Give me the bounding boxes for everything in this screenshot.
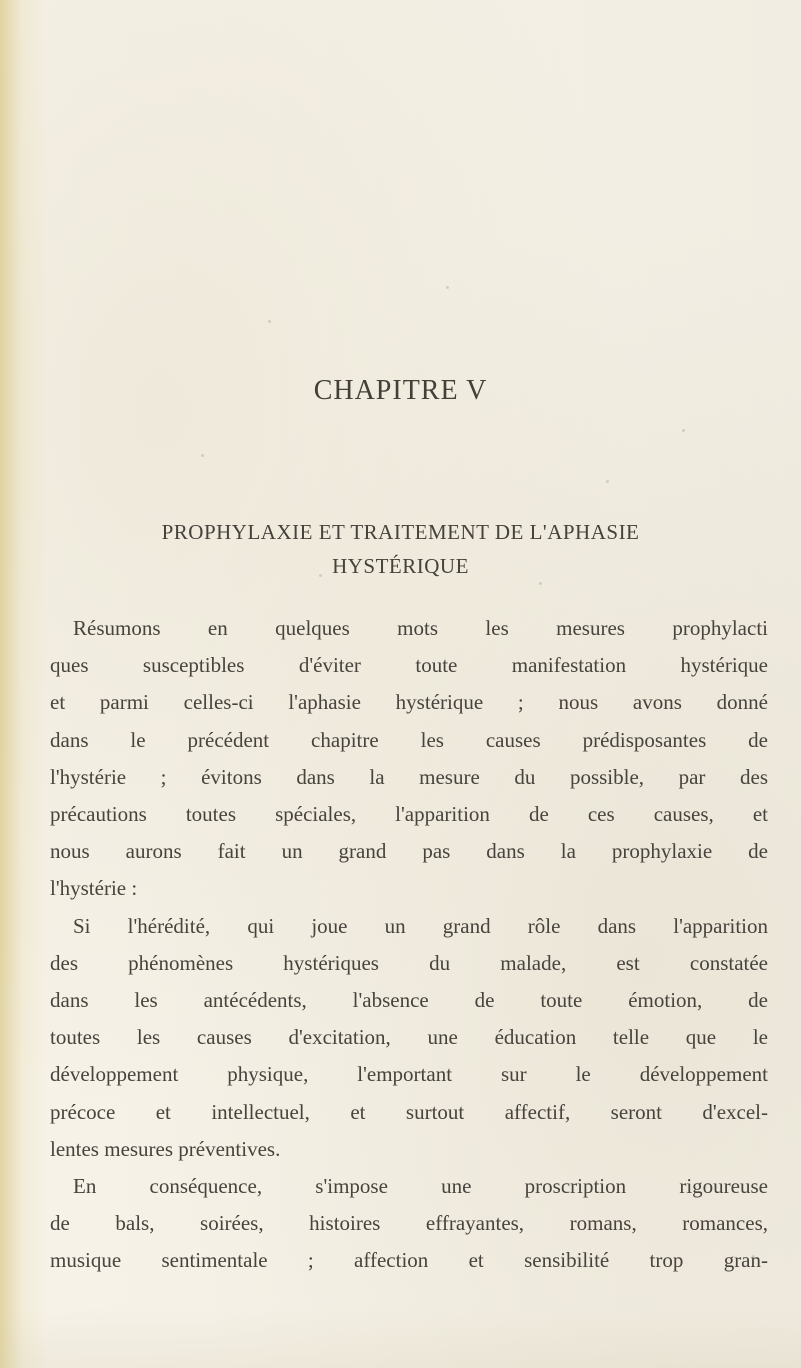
paragraph-line: musique sentimentale ; affection et sensibilité trop gran-: [50, 1248, 768, 1273]
paragraph-line: des phénomènes hystériques du malade, est constatée: [50, 950, 768, 975]
paragraph-line: dans les antécédents, l'absence de toute émotion, de: [50, 988, 768, 1013]
body-paragraph: [50, 610, 768, 1280]
paragraph-line: précautions toutes spéciales, l'apparition de ces causes, et: [50, 802, 768, 827]
paragraph-line: Si l'hérédité, qui joue un grand rôle dans l'apparition: [73, 913, 768, 938]
chapter-title-line: PROPHYLAXIE ET TRAITEMENT DE L'APHASIE: [161, 520, 640, 544]
chapter-title: [0, 515, 801, 583]
paper-speck: [446, 286, 449, 289]
page-bottom-shadow: [0, 1308, 801, 1368]
paragraph-line: Résumons en quelques mots les mesures prophylacti: [73, 616, 768, 640]
paragraph-line: lentes mesures préventives.: [50, 1136, 281, 1161]
paragraph-line: et parmi celles-ci l'aphasie hystérique ; nous avons donné: [50, 690, 768, 715]
paragraph-line: toutes les causes d'excitation, une éducation telle que le: [50, 1025, 768, 1050]
paper-speck: [682, 429, 685, 432]
paper-speck: [606, 480, 609, 483]
paragraph-line: En conséquence, s'impose une proscription rigoureuse: [73, 1174, 768, 1199]
paragraph-line: dans le précédent chapitre les causes prédisposantes de: [50, 727, 768, 752]
paragraph-line: développement physique, l'emportant sur le développement: [50, 1062, 768, 1087]
paper-speck: [268, 320, 271, 323]
paragraph-line: nous aurons fait un grand pas dans la prophylaxie de: [50, 839, 768, 864]
paper-speck: [201, 454, 204, 457]
paragraph-line: de bals, soirées, histoires effrayantes, romans, romances,: [50, 1211, 768, 1236]
paragraph-line: l'hystérie :: [50, 876, 138, 901]
chapter-heading: CHAPITRE V: [313, 375, 488, 406]
paragraph-line: ques susceptibles d'éviter toute manifestation hystérique: [50, 653, 768, 678]
paragraph-line: précoce et intellectuel, et surtout affectif, seront d'excel-: [50, 1099, 768, 1124]
chapter-title-line: HYSTÉRIQUE: [332, 554, 469, 578]
page-left-edge-stain: [0, 0, 48, 1368]
paragraph-line: l'hystérie ; évitons dans la mesure du possible, par des: [50, 764, 768, 789]
